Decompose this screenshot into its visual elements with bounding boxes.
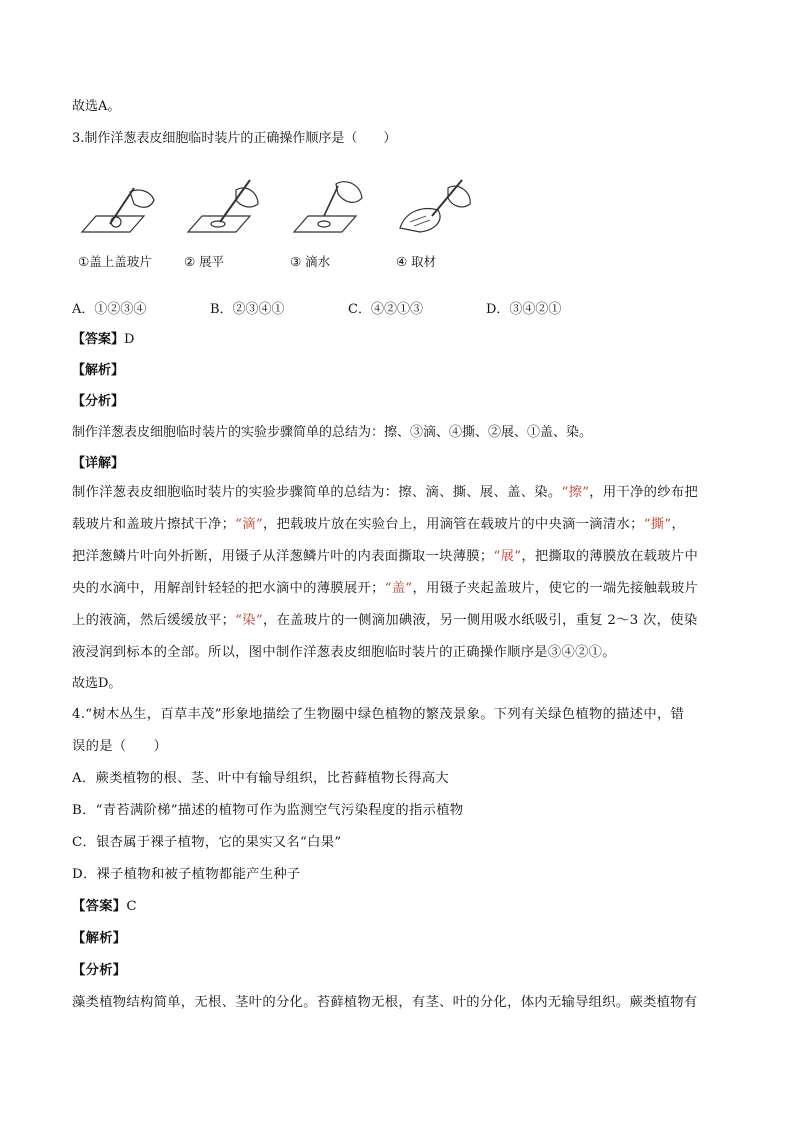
detail-line-5: 上的液滴，然后缓缓放平；“染”，在盖玻片的一侧滴加碘液，另一侧用吸水纸吸引，重复 2～3 次，使染: [72, 613, 698, 628]
q4-fenxi-text: 藻类植物结构简单，无根、茎叶的分化。苔藓植物无根，有茎、叶的分化，体内无输导组织。蕨类植物有: [72, 995, 698, 1010]
q4-answer-value: C: [126, 899, 137, 914]
detail-line-6: 液浸润到标本的全部。所以，图中制作洋葱表皮细胞临时装片的正确操作顺序是③④②①。: [72, 645, 616, 660]
q4-option-b: B．“青苔满阶梯”描述的植物可作为监测空气污染程度的指示植物: [72, 803, 464, 818]
take-material-illustration-icon: [396, 170, 476, 250]
q3-figure: [72, 170, 452, 275]
q4-option-c: C．银杏属于裸子植物，它的果实又名“白果”: [72, 835, 342, 850]
detail-line-1-text: 制作洋葱表皮细胞临时装片的实验步骤简单的总结为：擦、滴、撕、展、盖、染。“擦”，用干净的纱布把: [72, 485, 699, 500]
q3-conclusion: 故选D。: [72, 676, 122, 691]
drop-water-illustration-icon: [290, 170, 370, 250]
q4-fenxi-label: 【分析】: [72, 963, 127, 978]
q4-answer: [72, 891, 722, 923]
q4-option-d: D．裸子植物和被子植物都能产生种子: [72, 867, 301, 882]
q3-answer: [72, 331, 722, 349]
figure-step-1: [78, 170, 158, 270]
q4-stem-line-2: 误的是（ ）: [72, 739, 168, 754]
document-page: [72, 96, 722, 1019]
q4-option-a: A．蕨类植物的根、茎、叶中有输导组织，比苔藓植物长得高大: [72, 771, 450, 786]
q3-option-b: B．②③④①: [210, 302, 285, 317]
q3-detail-label: 【详解】: [72, 456, 125, 471]
q3-option-c: C．④②①③: [348, 302, 423, 317]
q3-options: [72, 301, 722, 319]
figure-caption-4: ④ 取材: [396, 254, 437, 269]
q4-answer-label: 【答案】: [72, 899, 127, 914]
figure-step-2: [184, 170, 264, 270]
figure-caption-2: ② 展平: [184, 254, 225, 269]
q3-detail-paragraph: [72, 477, 722, 669]
q3-option-d: D．③④②①: [486, 302, 562, 317]
cover-slip-illustration-icon: [78, 170, 158, 250]
detail-line-3: 把洋葱鳞片叶向外折断，用镊子从洋葱鳞片叶的内表面撕取一块薄膜；“展”，把撕取的薄膜放在载玻片中: [72, 549, 699, 564]
q3-stem: 3.制作洋葱表皮细胞临时装片的正确操作顺序是（ ）: [72, 131, 397, 146]
figure-caption-3: ③ 滴水: [290, 254, 331, 269]
detail-line-1: [72, 477, 722, 509]
q3-fenxi-text: 制作洋葱表皮细胞临时装片的实验步骤简单的总结为：擦、③滴、④撕、②展、①盖、染。: [72, 425, 593, 440]
q4-stem-line-1: 4.“树木丛生，百草丰茂”形象地描绘了生物圈中绿色植物的繁茂景象。下列有关绿色植物的描述中，错: [72, 707, 685, 722]
detail-line-4: 央的水滴中，用解剖针轻轻的把水滴中的薄膜展开；“盖”，用镊子夹起盖玻片，使它的一端先接触载玻片: [72, 581, 699, 596]
figure-step-4: [396, 170, 476, 270]
answer-value: D: [124, 332, 135, 347]
figure-caption-1: ①盖上盖玻片: [78, 254, 152, 269]
q4-analysis-label: 【解析】: [72, 931, 127, 946]
detail-line-2: 载玻片和盖玻片擦拭干净；“滴”，把载玻片放在实验台上，用滴管在载玻片的中央滴一滴清水；“撕”，: [72, 517, 686, 532]
figure-step-3: [290, 170, 370, 270]
q3-fenxi-label: 【分析】: [72, 394, 125, 409]
previous-conclusion: 故选A。: [72, 99, 121, 114]
q3-analysis-label: 【解析】: [72, 363, 125, 378]
spread-illustration-icon: [184, 170, 264, 250]
answer-label: 【答案】: [72, 332, 125, 347]
q3-option-a: A．①②③④: [72, 302, 147, 317]
